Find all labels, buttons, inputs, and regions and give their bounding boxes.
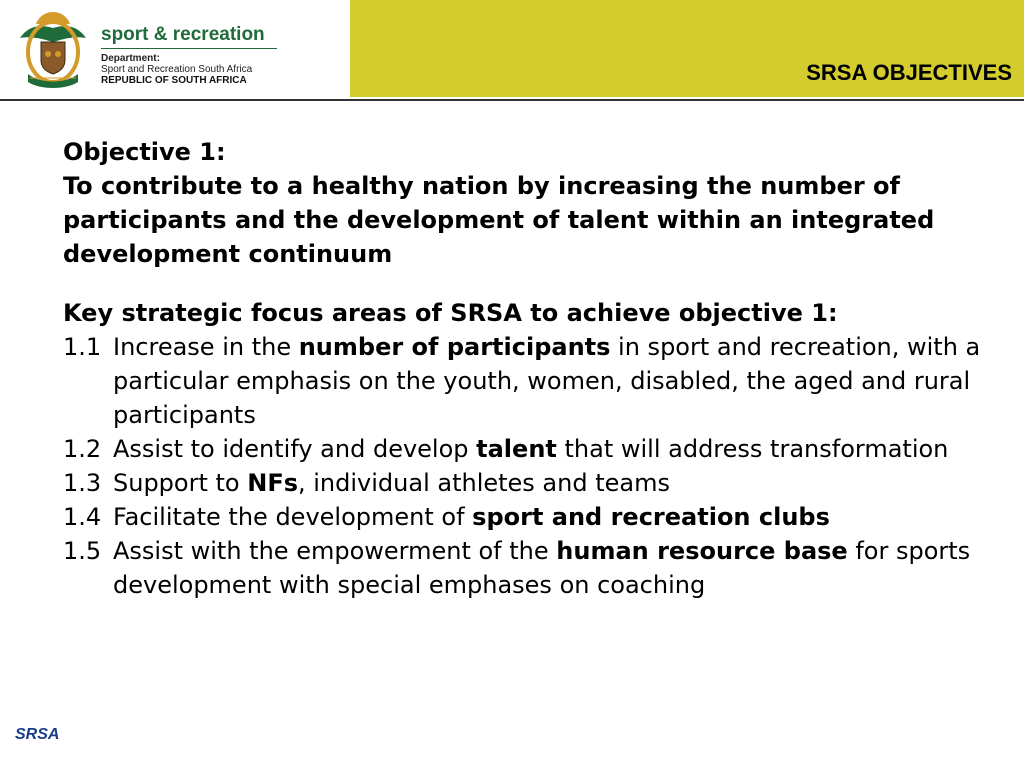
- focus-item-text: Facilitate the development of sport and recreation clubs: [113, 503, 830, 531]
- focus-item: [63, 330, 998, 432]
- focus-item-number: 1.5: [63, 537, 102, 565]
- brand-department: Department:: [101, 53, 160, 64]
- logo-area: [0, 0, 350, 97]
- header-divider: [0, 99, 1024, 101]
- slide-title: SRSA OBJECTIVES: [806, 60, 1012, 85]
- focus-item-text: Support to NFs, individual athletes and teams: [113, 469, 670, 497]
- focus-item-text: Assist to identify and develop talent that will address transformation: [113, 435, 949, 463]
- focus-heading: Key strategic focus areas of SRSA to achieve objective 1:: [63, 299, 838, 327]
- focus-item-text: Assist with the empowerment of the human resource base for sports development with special emphases on coaching: [113, 537, 971, 599]
- focus-item-number: 1.4: [63, 503, 102, 531]
- focus-item-number: 1.3: [63, 469, 102, 497]
- focus-item: [63, 432, 998, 466]
- brand-divider: [101, 48, 277, 49]
- objective-heading: Objective 1:: [63, 138, 226, 166]
- coat-of-arms-icon: [14, 8, 92, 92]
- focus-item-text: Increase in the number of participants in sport and recreation, with a particular emphasis on the youth, women, disabled, the aged and rural participants: [113, 333, 981, 429]
- slide-content: [63, 135, 998, 602]
- objective-text: To contribute to a healthy nation by increasing the number of participants and the development of talent within an integrated development continuum: [63, 172, 935, 268]
- focus-item-number: 1.2: [63, 435, 102, 463]
- footer-label: SRSA: [15, 726, 60, 743]
- focus-item: [63, 466, 998, 500]
- slide-header: [0, 0, 1024, 100]
- focus-item-number: 1.1: [63, 333, 102, 361]
- title-band: [350, 0, 1024, 97]
- brand-country: REPUBLIC OF SOUTH AFRICA: [101, 75, 247, 86]
- brand-title: sport & recreation: [101, 24, 265, 45]
- brand-department-name: Sport and Recreation South Africa: [101, 64, 253, 75]
- focus-item: [63, 534, 998, 602]
- focus-item: [63, 500, 998, 534]
- brand-block: [101, 25, 277, 86]
